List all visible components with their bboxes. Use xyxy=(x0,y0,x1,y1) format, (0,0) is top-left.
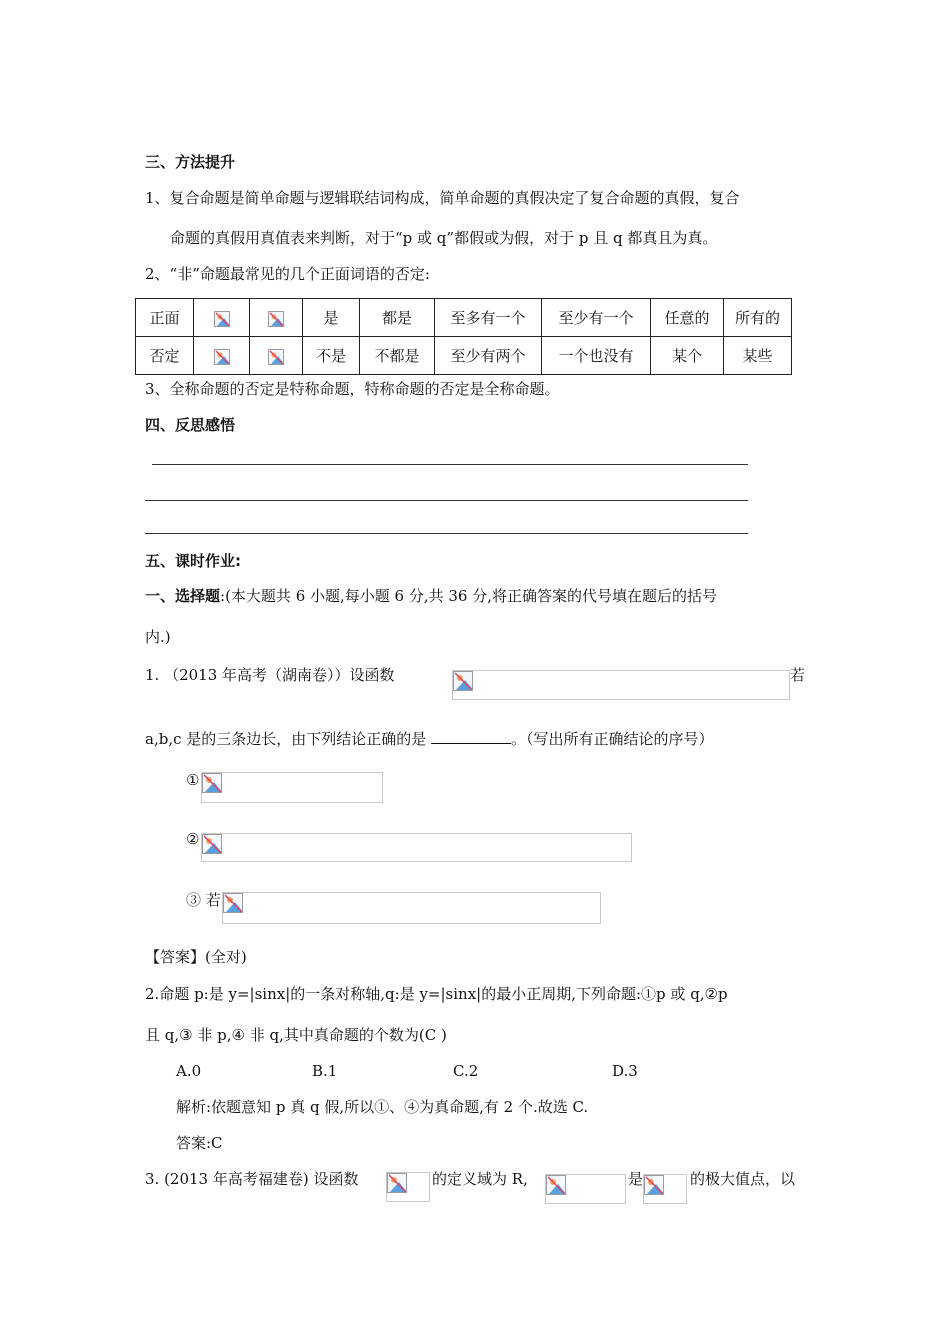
question-1-prefix: 1. （2013 年高考（湖南卷））设函数 xyxy=(145,666,395,684)
table-cell: 是 xyxy=(303,299,360,337)
table-cell: 不是 xyxy=(303,337,360,375)
table-row-positive xyxy=(136,299,792,337)
image-placeholder-icon xyxy=(453,671,473,691)
question-1-line-2 xyxy=(145,729,714,749)
image-placeholder-icon xyxy=(387,1173,407,1193)
question-2-line-1: 2.命题 p:是 y=|sinx|的一条对称轴,q:是 y=|sinx|的最小正周期,下列命题:①p 或 q,②p xyxy=(145,985,728,1003)
table-row-negation xyxy=(136,337,792,375)
table-cell: 至少有两个 xyxy=(435,337,542,375)
question-3-text-c: 是 xyxy=(628,1170,644,1188)
question-1-text: a,b,c 是的三条边长，由下列结论正确的是 xyxy=(145,730,432,748)
image-placeholder-icon xyxy=(268,311,284,327)
image-placeholder-icon xyxy=(268,349,284,365)
negation-table xyxy=(135,298,792,375)
question-3-text-a: 3. (2013 年高考福建卷) 设函数 xyxy=(145,1170,359,1188)
table-cell: 至少有一个 xyxy=(542,299,651,337)
formula-image-frame xyxy=(201,833,632,862)
image-placeholder-icon xyxy=(223,893,243,913)
image-placeholder-icon xyxy=(546,1175,566,1195)
question-2-analysis: 解析:依题意知 p 真 q 假,所以①、④为真命题,有 2 个.故选 C. xyxy=(176,1098,589,1116)
image-placeholder-icon xyxy=(202,773,222,793)
paragraph-2: 2、“非”命题最常见的几个正面词语的否定: xyxy=(145,265,430,283)
table-cell-image xyxy=(250,337,303,375)
table-cell: 都是 xyxy=(360,299,435,337)
writing-line xyxy=(145,500,748,501)
section-3-heading: 三、方法提升 xyxy=(145,153,236,171)
paragraph-1-line-1: 1、复合命题是简单命题与逻辑联结词构成，简单命题的真假决定了复合命题的真假，复合 xyxy=(145,189,740,207)
formula-image-frame xyxy=(452,670,790,700)
question-2-line-2: 且 q,③ 非 p,④ 非 q,其中真命题的个数为(C ) xyxy=(145,1026,447,1044)
section-4-heading: 四、反思感悟 xyxy=(145,416,236,434)
question-1-suffix: 若 xyxy=(790,666,806,684)
table-cell: 某些 xyxy=(724,337,792,375)
image-placeholder-icon xyxy=(202,834,222,854)
choice-intro-line-2: 内.) xyxy=(145,628,171,646)
question-1-instruction: 。（写出所有正确结论的序号） xyxy=(511,730,714,748)
image-placeholder-icon xyxy=(644,1175,664,1195)
table-cell-image xyxy=(194,337,250,375)
option-d: D.3 xyxy=(612,1062,638,1080)
choice-intro-title: 一、选择题 xyxy=(145,587,221,605)
question-3-text-d: 的极大值点，以 xyxy=(690,1170,796,1188)
image-placeholder-icon xyxy=(214,349,230,365)
question-2-answer: 答案:C xyxy=(176,1134,223,1152)
choice-intro-text: :(本大题共 6 小题,每小题 6 分,共 36 分,将正确答案的代号填在题后的括号 xyxy=(220,587,718,605)
formula-image-frame xyxy=(222,892,601,924)
question-3-text-b: 的定义域为 R, xyxy=(432,1170,528,1188)
question-1-answer: 【答案】(全对) xyxy=(145,948,247,966)
table-cell: 所有的 xyxy=(724,299,792,337)
option-c: C.2 xyxy=(453,1062,479,1080)
formula-image-frame xyxy=(643,1174,687,1204)
paragraph-3: 3、全称命题的否定是特称命题，特称命题的否定是全称命题。 xyxy=(145,380,560,398)
question-1-item-1-label: ① xyxy=(186,771,200,789)
table-cell: 不都是 xyxy=(360,337,435,375)
image-placeholder-icon xyxy=(214,311,230,327)
table-cell: 正面 xyxy=(136,299,194,337)
question-1-item-3-label: ③ 若 xyxy=(186,891,221,909)
table-cell: 一个也没有 xyxy=(542,337,651,375)
formula-image-frame xyxy=(545,1174,626,1204)
answer-blank xyxy=(431,729,511,744)
option-b: B.1 xyxy=(312,1062,338,1080)
section-5-heading: 五、课时作业: xyxy=(145,552,241,570)
writing-line xyxy=(152,464,748,465)
table-cell-image xyxy=(250,299,303,337)
paragraph-1-line-2: 命题的真假用真值表来判断，对于“p 或 q”都假或为假，对于 p 且 q 都真且为真。 xyxy=(170,229,718,247)
table-cell: 至多有一个 xyxy=(435,299,542,337)
question-1-item-2-label: ② xyxy=(186,830,200,848)
table-cell: 任意的 xyxy=(651,299,724,337)
table-cell-image xyxy=(194,299,250,337)
table-cell: 否定 xyxy=(136,337,194,375)
option-a: A.0 xyxy=(176,1062,202,1080)
formula-image-frame xyxy=(386,1172,430,1202)
choice-intro xyxy=(145,586,717,606)
writing-line xyxy=(145,533,748,534)
formula-image-frame xyxy=(201,772,383,803)
table-cell: 某个 xyxy=(651,337,724,375)
